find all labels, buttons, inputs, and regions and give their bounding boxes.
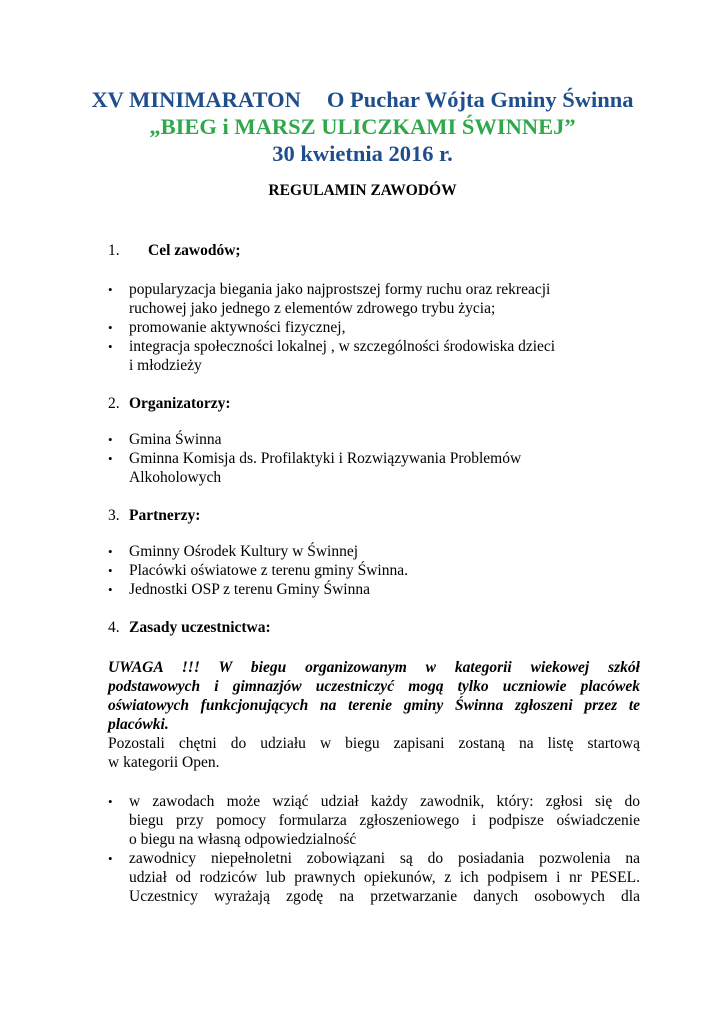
bullet-icon: • xyxy=(108,582,113,597)
list-item: • integracja społeczności lokalnej , w szczególności środowiska dzieci i młodzieży xyxy=(108,338,556,374)
section-3-list xyxy=(108,542,640,599)
section-number: 2. xyxy=(108,395,120,412)
section-title: Organizatorzy: xyxy=(129,395,231,412)
section-1-list xyxy=(108,280,640,375)
section-4-list xyxy=(108,792,640,906)
bullet-icon: • xyxy=(108,794,113,809)
bullet-icon: • xyxy=(108,544,113,559)
list-item: • zawodnicy niepełnoletni zobowiązani są do posiadania pozwolenia na udział od rodziców lub prawnych opiekunów, z ich podpisem i nr PESEL. Uczestnicy wyrażają zgodę na przetwarzanie danych osobowych dla xyxy=(108,850,640,905)
section-4-heading xyxy=(108,618,271,637)
section-title: Zasady uczestnictwa: xyxy=(129,619,271,636)
section-title: Cel zawodów; xyxy=(148,242,241,259)
regulamin-title: REGULAMIN ZAWODÓW xyxy=(268,182,457,199)
section-2-list xyxy=(108,430,640,487)
list-item: • Placówki oświatowe z terenu gminy Świnna. xyxy=(108,562,408,579)
section-2-heading xyxy=(108,394,231,413)
list-item: • Gmina Świnna xyxy=(108,431,222,448)
list-item: • Gminna Komisja ds. Profilaktyki i Rozwiązywania Problemów Alkoholowych xyxy=(108,450,522,486)
section-number: 1. xyxy=(108,242,120,259)
bullet-icon: • xyxy=(108,432,113,447)
section-number: 3. xyxy=(108,507,120,524)
bullet-icon: • xyxy=(108,320,113,335)
open-category-note: Pozostali chętni do udziału w biegu zapisani zostaną na listę startową w kategorii Open. xyxy=(108,735,640,771)
bullet-icon: • xyxy=(108,339,113,354)
header-line-2: „BIEG i MARSZ ULICZKAMI ŚWINNEJ” xyxy=(149,114,576,139)
section-number: 4. xyxy=(108,619,120,636)
section-3-heading xyxy=(108,506,200,525)
header-event-name: XV MINIMARATON xyxy=(91,87,301,112)
list-item: • promowanie aktywności fizycznej, xyxy=(108,319,346,336)
section-title: Partnerzy: xyxy=(129,507,201,524)
list-item: • Jednostki OSP z terenu Gminy Świnna xyxy=(108,581,370,598)
bullet-icon: • xyxy=(108,451,113,466)
bullet-icon: • xyxy=(108,851,113,866)
header-line-1 xyxy=(0,86,725,113)
list-item: • popularyzacja biegania jako najprostszej formy ruchu oraz rekreacji ruchowej jako jednego z elementów zdrowego trybu życia; xyxy=(108,281,551,317)
list-item: • w zawodach może wziąć udział każdy zawodnik, który: zgłosi się do biegu przy pomocy formularza zgłoszeniowego i podpisze oświadczenie o biegu na własną odpowiedzialność xyxy=(108,793,640,848)
header-cup-name: O Puchar Wójta Gminy Świnna xyxy=(326,87,634,112)
section-1-heading xyxy=(108,241,241,260)
bullet-icon: • xyxy=(108,563,113,578)
list-item: • Gminny Ośrodek Kultury w Świnnej xyxy=(108,543,359,560)
document-header xyxy=(0,86,725,167)
uwaga-notice: UWAGA !!! W biegu organizowanym w kategorii wiekowej szkół podstawowych i gimnazjów uczestniczyć mogą tylko uczniowie placówek oświatowych funkcjonujących na terenie gminy Świnna zgłoszeni przez te placówki. xyxy=(108,659,640,733)
header-date: 30 kwietnia 2016 r. xyxy=(272,141,453,166)
bullet-icon: • xyxy=(108,282,113,297)
